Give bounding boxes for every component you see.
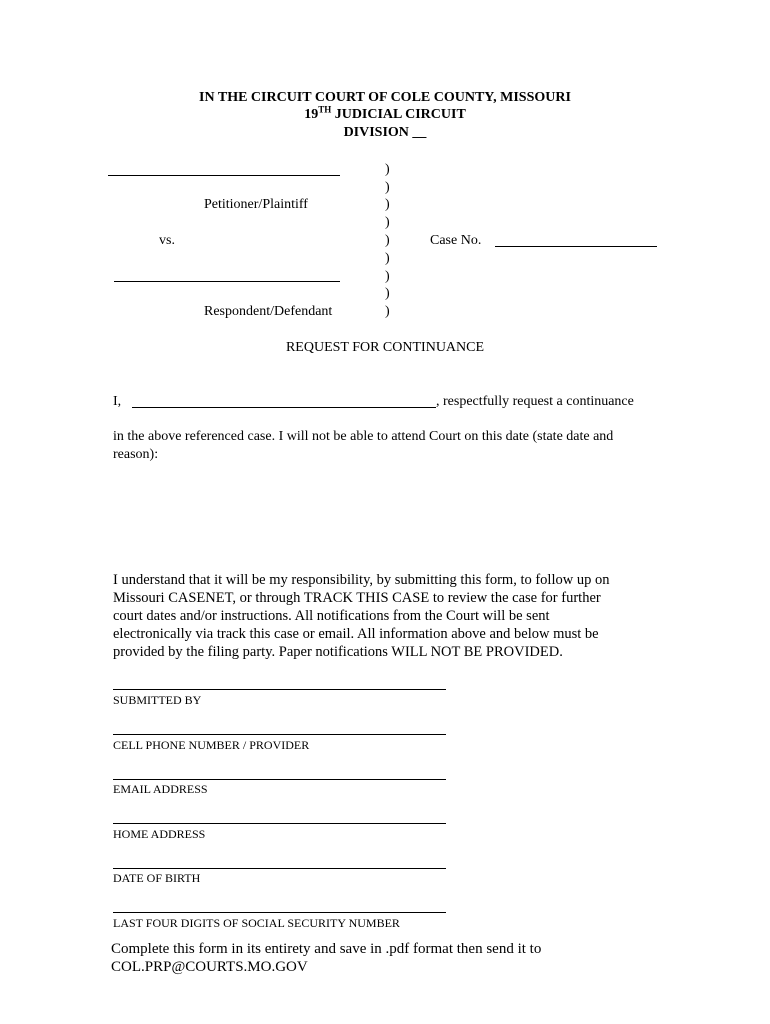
submitted-by-line[interactable] — [113, 689, 446, 690]
notice-line: electronically via track this case or email. All information above and below must be — [113, 626, 599, 642]
circuit-label: JUDICIAL CIRCUIT — [331, 107, 466, 122]
home-address-line[interactable] — [113, 823, 446, 824]
caption-paren: ) — [385, 304, 390, 319]
circuit-heading — [0, 104, 770, 123]
request-suffix: , respectfully request a continuance — [436, 394, 634, 409]
case-number-label: Case No. — [430, 233, 482, 248]
date-of-birth-line[interactable] — [113, 868, 446, 869]
email-line[interactable] — [113, 779, 446, 780]
ssn-last-four-label: LAST FOUR DIGITS OF SOCIAL SECURITY NUMBER — [113, 916, 400, 930]
respondent-name-line[interactable] — [114, 281, 340, 282]
circuit-number: 19 — [304, 107, 319, 122]
home-address-label: HOME ADDRESS — [113, 827, 206, 841]
caption-paren: ) — [385, 286, 390, 301]
caption-paren: ) — [385, 197, 390, 212]
caption-paren: ) — [385, 251, 390, 266]
caption-paren: ) — [385, 233, 390, 248]
cell-phone-line[interactable] — [113, 734, 446, 735]
footer-email: COL.PRP@COURTS.MO.GOV — [111, 959, 308, 975]
versus-label: vs. — [159, 233, 175, 248]
court-heading: IN THE CIRCUIT COURT OF COLE COUNTY, MISSOURI — [199, 90, 571, 105]
request-line-3: reason): — [113, 447, 159, 462]
request-prefix: I, — [113, 394, 122, 409]
notice-line: provided by the filing party. Paper notifications WILL NOT BE PROVIDED. — [113, 644, 563, 660]
cell-phone-label: CELL PHONE NUMBER / PROVIDER — [113, 738, 310, 752]
notice-line: court dates and/or instructions. All notifications from the Court will be sent — [113, 608, 550, 624]
caption-paren: ) — [385, 269, 390, 284]
caption-paren: ) — [385, 180, 390, 195]
ssn-last-four-line[interactable] — [113, 912, 446, 913]
caption-paren: ) — [385, 162, 390, 177]
footer-instruction: Complete this form in its entirety and save in .pdf format then send it to — [111, 941, 542, 957]
notice-line: I understand that it will be my responsibility, by submitting this form, to follow up on — [113, 572, 610, 588]
requester-name-line[interactable] — [132, 407, 436, 408]
notice-line: Missouri CASENET, or through TRACK THIS CASE to review the case for further — [113, 590, 601, 606]
form-title: REQUEST FOR CONTINUANCE — [285, 340, 485, 355]
date-of-birth-label: DATE OF BIRTH — [113, 871, 201, 885]
email-label: EMAIL ADDRESS — [113, 782, 208, 796]
division-heading: DIVISION __ — [343, 125, 427, 140]
petitioner-label: Petitioner/Plaintiff — [204, 197, 308, 212]
petitioner-name-line[interactable] — [108, 175, 340, 176]
case-number-line[interactable] — [495, 246, 657, 247]
circuit-superscript: TH — [318, 104, 332, 115]
request-line-2: in the above referenced case. I will not be able to attend Court on this date (state date and — [113, 429, 614, 444]
respondent-label: Respondent/Defendant — [204, 304, 333, 319]
caption-paren: ) — [385, 215, 390, 230]
submitted-by-label: SUBMITTED BY — [113, 693, 202, 707]
